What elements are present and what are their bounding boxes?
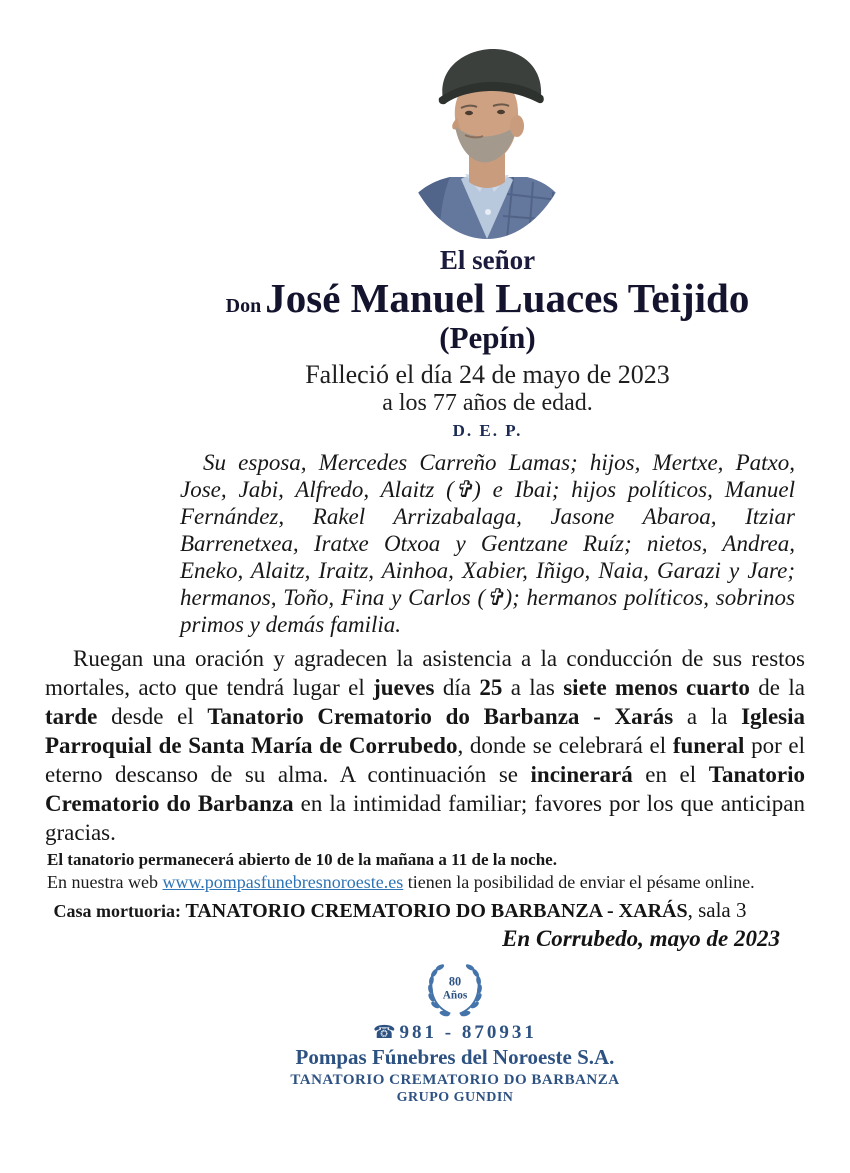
80-years-wreath-badge [30, 960, 850, 1020]
title-prefix: Don [225, 295, 262, 317]
mortuary-name: TANATORIO CREMATORIO DO BARBANZA - XARÁS [185, 899, 688, 922]
phone-number: 981 - 870931 [399, 1022, 537, 1044]
online-condolence-note [47, 871, 810, 894]
place-date-line: En Corrubedo, mayo de 2023 [502, 926, 780, 952]
pesame-website-link[interactable]: www.pompasfunebresnoroeste.es [162, 872, 404, 893]
badge-years-word: Años [442, 989, 468, 1002]
mortuary-label: Casa mortuoria: [53, 900, 186, 921]
mortuary-line [30, 898, 770, 923]
death-date-line: Falleció el día 24 de mayo de 2023 [305, 359, 670, 389]
tanatorio-hours-note: El tanatorio permanecerá abierto de 10 de la mañana a 11 de la noche. [47, 850, 557, 870]
salutation: El señor [439, 245, 536, 275]
dep-abbreviation: D. E. P. [452, 421, 523, 441]
funeral-company-name: Pompas Fúnebres del Noroeste S.A. [295, 1045, 615, 1070]
age-line: a los 77 años de edad. [382, 389, 593, 416]
badge-years-number: 80 [448, 974, 462, 989]
web-note-prefix: En nuestra web [47, 872, 163, 893]
funeral-announcement-paragraph: Ruegan una oración y agradecen la asistencia a la conducción de sus restos mortales, acto que tendrá lugar el jueves día 25 a las siete menos cuarto de la tarde desde el Tanatorio Crematorio do Barbanza - Xarás a la Iglesia Parroquial de Santa María de Corrubedo, donde se celebrará el funeral por el eterno descanso de su alma. A continuación se incinerará en el Tanatorio Crematorio do Barbanza en la intimidad familiar; favores por los que anticipan gracias. [45, 646, 806, 846]
tanatorio-name: TANATORIO CREMATORIO DO BARBANZA [290, 1072, 620, 1089]
phone-icon: ☎ [373, 1022, 396, 1044]
deceased-name-line [180, 276, 795, 320]
deceased-name: José Manuel Luaces Teijido [265, 275, 750, 321]
portrait-illustration [395, 34, 580, 239]
family-paragraph: Su esposa, Mercedes Carreño Lamas; hijos, Mertxe, Patxo, Jose, Jabi, Alfredo, Alaitz (✞) e Ibai; hijos políticos, Manuel Fernández, Rakel Arrizabalaga, Jasone Abaroa, Itziar Barrenetxea, Iratxe Otxoa y Gentzane Ruíz; nietos, Andrea, Eneko, Alaitz, Iraitz, Ainhoa, Xabier, Iñigo, Naia, Garazi y Jare; hermanos, Toño, Fina y Carlos (✞); hermanos políticos, sobrinos primos y demás familia. [180, 450, 795, 638]
group-name: GRUPO GUNDIN [396, 1090, 514, 1106]
header-block [180, 0, 795, 441]
nickname: (Pepín) [439, 320, 536, 356]
web-note-suffix: tienen la posibilidad de enviar el pésame online. [403, 872, 755, 893]
laurel-wreath-icon [422, 960, 488, 1020]
deceased-photo [180, 0, 795, 239]
funeral-home-footer [30, 960, 850, 1106]
mortuary-room: , sala 3 [687, 897, 747, 922]
phone-line [30, 1022, 850, 1044]
